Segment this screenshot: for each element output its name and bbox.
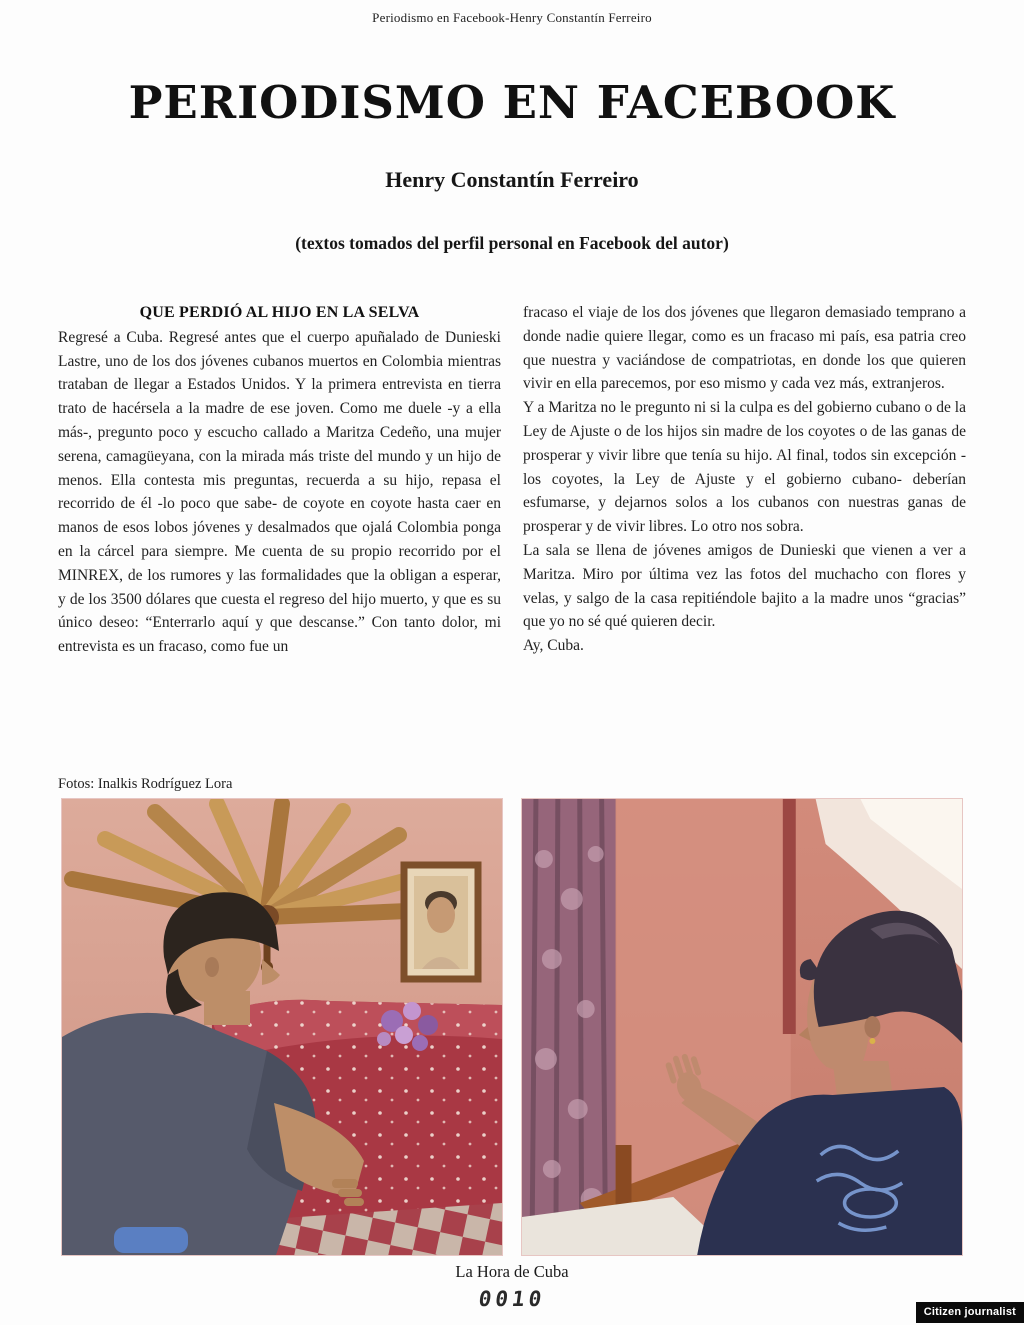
section-heading: QUE PERDIÓ AL HIJO EN LA SELVA bbox=[139, 304, 420, 321]
subtitle: (textos tomados del perfil personal en Facebook del autor) bbox=[295, 233, 729, 253]
article-column-left bbox=[58, 301, 501, 659]
article-paragraph: Ay, Cuba. bbox=[523, 637, 584, 655]
photo-row bbox=[62, 799, 962, 1255]
photo-interview-woman-art bbox=[522, 799, 962, 1255]
blue-object bbox=[114, 1227, 188, 1253]
page-title: PERIODISMO EN FACEBOOK bbox=[128, 76, 896, 129]
photo-interview-man bbox=[62, 799, 502, 1255]
article-paragraph: fracaso el viaje de los dos jóvenes que llegaron demasiado temprano a donde nadie quiere llegar, como es un fracaso mi país, esa patria creo que nuestra y vaciándose de compatriotas, en donde los que quieren vivir en ella parecemos, por eso mismo y cada vez más, extranjeros. bbox=[523, 304, 966, 393]
article-paragraph: Y a Maritza no le pregunto ni si la culpa es del gobierno cubano o de la Ley de Ajuste o de los hijos sin madre de los coyotes o de las ganas de prosperar y vivir libre que tenía su hijo. Al final, todos sin excepción -los coyotes, la Ley de Ajuste y el gobierno cubano- deberían esfumarse, y dejarnos solos a los cubanos con nuestras ganas de prosperar y de vivir libres. Lo otro nos sobra. bbox=[523, 399, 966, 536]
article-paragraph: La sala se llena de jóvenes amigos de Dunieski que vienen a ver a Maritza. Miro por última vez las fotos del muchacho con flores y velas, y salgo de la casa repitiéndole bajito a la madre unos “gracias” que yo no sé qué quieren decir. bbox=[523, 541, 966, 631]
photo-credit: Fotos: Inalkis Rodríguez Lora bbox=[58, 776, 233, 792]
door-frame bbox=[783, 799, 796, 1034]
page-counter: 0010 bbox=[477, 1287, 547, 1311]
running-header: Periodismo en Facebook-Henry Constantín Ferreiro bbox=[372, 10, 652, 25]
framed-portrait bbox=[404, 865, 478, 979]
article-body bbox=[58, 301, 966, 659]
lace-curtain bbox=[522, 799, 616, 1255]
publication-name: La Hora de Cuba bbox=[455, 1262, 569, 1281]
author-name: Henry Constantín Ferreiro bbox=[385, 167, 639, 192]
photo-interview-woman bbox=[522, 799, 962, 1255]
photo-interview-man-art bbox=[62, 799, 502, 1255]
article-paragraph-left: Regresé a Cuba. Regresé antes que el cuerpo apuñalado de Dunieski Lastre, uno de los dos jóvenes cubanos muertos en Colombia mientras trataban de llegar a Estados Unidos. Y la primera entrevista en tierra trato de hacérsela a la madre de ese joven. Como me duele -y a ella más-, pregunto poco y escucho callado a Maritza Cedeño, una mujer serena, camagüeyana, con la mirada más triste del mundo y un hijo de menos. Ella contesta mis preguntas, recuerda a su hijo, repasa el recorrido de él -lo poco que sabe- de coyote en coyote hasta caer en manos de esos lobos jóvenes y desalmados que ojalá Colombia ponga en la cárcel para siempre. Me cuenta de su propio recorrido por el MINREX, de los rumores y las formalidades que la obligan a esperar, y de los 3500 dólares que cuesta el regreso del hijo muerto, y que es su único deseo: “Enterrarlo aquí y que descanse.” Con tanto dolor, mi entrevista es un fracaso, como fue un bbox=[58, 328, 501, 656]
article-column-right bbox=[523, 301, 966, 659]
citizen-journalist-badge: Citizen journalist bbox=[916, 1302, 1024, 1323]
